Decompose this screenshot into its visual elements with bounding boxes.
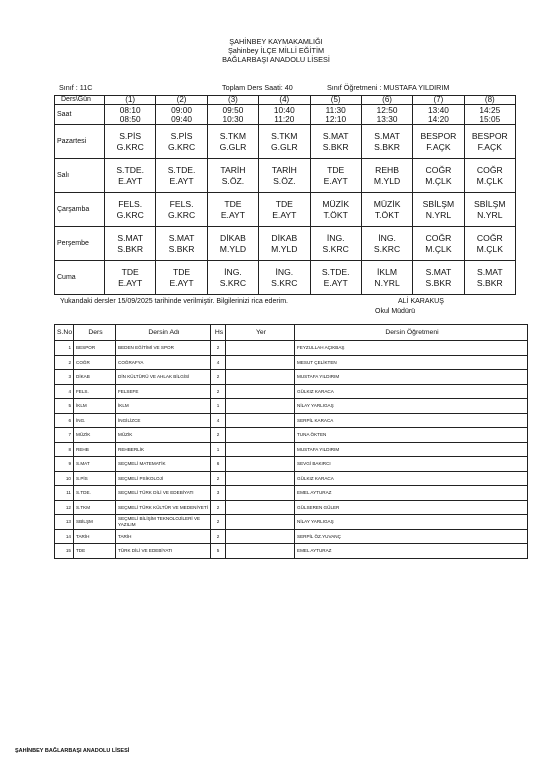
teacher-code: M.ÇLK xyxy=(476,175,503,186)
lesson-cell xyxy=(413,159,464,193)
course-room xyxy=(226,341,295,356)
course-hours: 2 xyxy=(211,370,226,385)
course-name: FELSEFE xyxy=(116,384,211,399)
col-header-ders: Ders xyxy=(74,325,116,341)
course-teacher: GÜLSEREN GÜLER xyxy=(295,500,528,515)
course-row xyxy=(55,370,528,385)
lesson-code: S.MAT xyxy=(117,233,143,243)
lesson-cell xyxy=(207,125,258,159)
course-no: 15 xyxy=(55,544,74,559)
course-no: 1 xyxy=(55,341,74,356)
day-label: Çarşamba xyxy=(55,193,105,227)
teacher-code: G.KRC xyxy=(167,141,196,152)
course-code: SBİLŞM xyxy=(74,515,116,530)
course-row xyxy=(55,500,528,515)
course-no: 5 xyxy=(55,399,74,414)
course-teacher: SERPİL KARACA xyxy=(295,413,528,428)
course-row xyxy=(55,471,528,486)
period-end: 13:30 xyxy=(376,113,398,124)
teacher-code: N.YRL xyxy=(477,209,503,220)
col-header-adi: Dersin Adı xyxy=(116,325,211,341)
col-header-no: S.No xyxy=(55,325,74,341)
signer-name: ALİ KARAKUŞ xyxy=(398,298,444,305)
course-room xyxy=(226,428,295,443)
period-end: 09:40 xyxy=(171,113,192,124)
lesson-cell xyxy=(310,261,361,295)
course-name: MÜZİK xyxy=(116,428,211,443)
course-code: MÜZİK xyxy=(74,428,116,443)
col-header-teacher: Dersin Öğretmeni xyxy=(295,325,528,341)
course-hours: 2 xyxy=(211,341,226,356)
lesson-cell xyxy=(259,193,310,227)
course-row xyxy=(55,341,528,356)
lesson-code: S.MAT xyxy=(425,267,452,277)
teacher-code: M.YLD xyxy=(373,175,401,186)
day-label: Cuma xyxy=(55,261,105,295)
course-room xyxy=(226,384,295,399)
teacher-code: S.KRC xyxy=(322,243,349,254)
course-room xyxy=(226,442,295,457)
course-no: 3 xyxy=(55,370,74,385)
course-name: TARİH xyxy=(116,529,211,544)
teacher-code: E.AYT xyxy=(323,277,348,288)
weekly-schedule-table xyxy=(54,95,516,295)
teacher-code: S.KRC xyxy=(271,277,298,288)
lesson-code: S.TDE. xyxy=(116,165,145,175)
course-room xyxy=(226,413,295,428)
teacher-code: E.AYT xyxy=(118,175,143,186)
period-end: 08:50 xyxy=(119,113,141,124)
course-code: S.TKM xyxy=(74,500,116,515)
lesson-cell xyxy=(105,193,156,227)
lesson-cell xyxy=(413,227,464,261)
day-row xyxy=(55,193,516,227)
course-teacher: GÜLKIZ KARACA xyxy=(295,471,528,486)
lesson-code: MÜZİK xyxy=(373,199,401,209)
course-hours: 6 xyxy=(211,457,226,472)
course-hours: 1 xyxy=(211,399,226,414)
period-start: 09:00 xyxy=(171,104,192,115)
teacher-code: E.AYT xyxy=(272,209,297,220)
course-hours: 2 xyxy=(211,471,226,486)
lesson-code: S.TDE. xyxy=(321,267,350,277)
lesson-code: COĞR xyxy=(425,233,452,243)
lesson-code: S.TKM xyxy=(219,131,247,141)
course-teacher: MUSTAFA YILDIRIM xyxy=(295,370,528,385)
lesson-code: S.MAT xyxy=(322,131,349,141)
teacher-code: G.GLR xyxy=(270,141,298,152)
lesson-code: TDE xyxy=(224,199,242,209)
lesson-cell xyxy=(464,193,515,227)
course-teacher: SERPİL ÖZ.YUVANÇ xyxy=(295,529,528,544)
period-number: (6) xyxy=(361,96,412,105)
period-start: 08:10 xyxy=(119,104,141,115)
class-teacher: Sınıf Öğretmeni : MUSTAFA YILDIRIM xyxy=(327,83,450,92)
course-row xyxy=(55,413,528,428)
teacher-code: E.AYT xyxy=(169,277,194,288)
course-room xyxy=(226,515,295,530)
course-name: İKLM xyxy=(116,399,211,414)
course-no: 6 xyxy=(55,413,74,428)
course-no: 7 xyxy=(55,428,74,443)
course-teacher: SEVGİ BAKIRCI xyxy=(295,457,528,472)
period-end: 11:20 xyxy=(274,113,295,124)
teacher-code: E.AYT xyxy=(220,209,246,220)
course-name: BEDEN EĞİTİMİ VE SPOR xyxy=(116,341,211,356)
lesson-cell xyxy=(310,125,361,159)
course-row xyxy=(55,529,528,544)
lesson-cell xyxy=(259,261,310,295)
day-label: Perşembe xyxy=(55,227,105,261)
course-code: İNG. xyxy=(74,413,116,428)
period-number: (3) xyxy=(207,96,258,105)
lesson-cell xyxy=(361,159,412,193)
course-no: 8 xyxy=(55,442,74,457)
course-teacher: EMEL AYTURAZ xyxy=(295,544,528,559)
course-code: FELS. xyxy=(74,384,116,399)
lesson-code: S.MAT xyxy=(374,131,400,141)
lesson-cell xyxy=(413,125,464,159)
course-teacher: NİLAY YARLIGAŞ xyxy=(295,399,528,414)
period-number: (5) xyxy=(310,96,361,105)
period-time xyxy=(207,105,258,125)
course-room xyxy=(226,544,295,559)
period-start: 13:40 xyxy=(428,104,449,115)
course-room xyxy=(226,355,295,370)
period-start: 10:40 xyxy=(273,104,295,115)
course-teacher: TUNA ÖKTEN xyxy=(295,428,528,443)
course-room xyxy=(226,500,295,515)
lesson-code: İNG. xyxy=(275,267,294,277)
lesson-cell xyxy=(464,261,515,295)
course-no: 9 xyxy=(55,457,74,472)
lesson-cell xyxy=(207,159,258,193)
teacher-code: S.BKR xyxy=(322,141,349,152)
teacher-code: G.KRC xyxy=(167,209,196,220)
day-label: Pazartesi xyxy=(55,125,105,159)
course-row xyxy=(55,428,528,443)
lesson-code: SBİLŞM xyxy=(474,199,506,209)
teacher-code: M.ÇLK xyxy=(476,243,503,254)
lesson-cell xyxy=(207,193,258,227)
course-teacher: MUSTAFA YILDIRIM xyxy=(295,442,528,457)
teacher-code: T.ÖKT xyxy=(374,209,400,220)
course-no: 2 xyxy=(55,355,74,370)
teacher-code: M.ÇLK xyxy=(425,175,452,186)
lesson-cell xyxy=(361,193,412,227)
lesson-cell xyxy=(105,261,156,295)
lesson-code: FELS. xyxy=(169,199,194,209)
teacher-code: N.YRL xyxy=(374,277,400,288)
teacher-code: E.AYT xyxy=(323,175,348,186)
day-row xyxy=(55,125,516,159)
lesson-code: İNG. xyxy=(378,233,396,243)
period-end: 14:20 xyxy=(428,113,449,124)
course-name: SEÇMELİ TÜRK DİLİ VE EDEBİYATI xyxy=(116,486,211,501)
lesson-cell xyxy=(361,227,412,261)
lesson-code: S.PİS xyxy=(170,131,193,141)
lesson-cell xyxy=(310,159,361,193)
header-line-3: BAĞLARBAŞI ANADOLU LİSESİ xyxy=(222,55,330,64)
lesson-cell xyxy=(259,227,310,261)
teacher-code: M.YLD xyxy=(271,243,298,254)
period-number: (8) xyxy=(464,96,515,105)
lesson-cell xyxy=(207,261,258,295)
teacher-code: G.KRC xyxy=(116,209,144,220)
period-number: (1) xyxy=(105,96,156,105)
lesson-cell xyxy=(156,159,207,193)
course-name: REHBERLİK xyxy=(116,442,211,457)
period-time xyxy=(361,105,412,125)
lesson-code: TARİH xyxy=(271,165,297,175)
course-teacher: GÜLKIZ KARACA xyxy=(295,384,528,399)
lesson-code: S.MAT xyxy=(168,233,195,243)
teacher-code: F.AÇK xyxy=(426,141,451,152)
course-no: 14 xyxy=(55,529,74,544)
lesson-code: COĞR xyxy=(425,165,452,175)
course-list-header xyxy=(55,325,528,341)
lesson-cell xyxy=(413,261,464,295)
course-room xyxy=(226,399,295,414)
teacher-code: N.YRL xyxy=(425,209,452,220)
course-row xyxy=(55,399,528,414)
course-row xyxy=(55,515,528,530)
course-row xyxy=(55,486,528,501)
course-room xyxy=(226,471,295,486)
course-teacher: NİLAY YARLIGAŞ xyxy=(295,515,528,530)
course-code: İKLM xyxy=(74,399,116,414)
teacher-code: S.BKR xyxy=(117,243,144,254)
period-time xyxy=(413,105,464,125)
course-teacher: FEYZULLAH AÇIKBAŞ xyxy=(295,341,528,356)
teacher-code: S.ÖZ. xyxy=(273,175,296,186)
course-row xyxy=(55,384,528,399)
teacher-code: E.AYT xyxy=(118,277,143,288)
course-room xyxy=(226,370,295,385)
period-time xyxy=(259,105,310,125)
lesson-cell xyxy=(156,261,207,295)
teacher-code: E.AYT xyxy=(169,175,194,186)
teacher-code: M.YLD xyxy=(219,243,247,254)
teacher-code: S.KRC xyxy=(219,277,247,288)
course-name: İNGİLİZCE xyxy=(116,413,211,428)
period-time xyxy=(156,105,207,125)
lesson-code: S.PİS xyxy=(119,131,142,141)
teacher-code: S.KRC xyxy=(373,243,401,254)
lesson-code: COĞR xyxy=(476,165,503,175)
lesson-code: DİKAB xyxy=(271,233,298,243)
period-time xyxy=(464,105,515,125)
course-hours: 3 xyxy=(211,486,226,501)
course-no: 4 xyxy=(55,384,74,399)
lesson-code: SBİLŞM xyxy=(422,199,455,209)
lesson-cell xyxy=(207,227,258,261)
day-label: Salı xyxy=(55,159,105,193)
lesson-code: DİKAB xyxy=(220,233,246,243)
lesson-cell xyxy=(310,193,361,227)
lesson-cell xyxy=(156,227,207,261)
teacher-code: S.ÖZ. xyxy=(221,175,245,186)
class-info: Sınıf : 11C xyxy=(59,83,93,92)
lesson-code: İNG. xyxy=(224,267,242,277)
lesson-code: BESPOR xyxy=(471,131,508,141)
course-name: COĞRAFYA xyxy=(116,355,211,370)
course-code: TARİH xyxy=(74,529,116,544)
course-name: SEÇMELİ MATEMATİK xyxy=(116,457,211,472)
course-code: COĞR xyxy=(74,355,116,370)
course-no: 11 xyxy=(55,486,74,501)
lesson-code: COĞR xyxy=(476,233,503,243)
course-code: TDE xyxy=(74,544,116,559)
period-start: 14:25 xyxy=(479,104,501,115)
bottom-school-label: ŞAHİNBEY BAĞLARBAŞI ANADOLU LİSESİ xyxy=(15,748,130,754)
course-row xyxy=(55,544,528,559)
course-teacher: EMEL AYTURAZ xyxy=(295,486,528,501)
lesson-code: REHB xyxy=(375,165,399,175)
header-line-1: ŞAHİNBEY KAYMAKAMLIĞI xyxy=(229,37,323,46)
period-start: 12:50 xyxy=(376,104,398,115)
course-no: 12 xyxy=(55,500,74,515)
period-number: (2) xyxy=(156,96,207,105)
course-hours: 2 xyxy=(211,500,226,515)
lesson-cell xyxy=(105,227,156,261)
course-hours: 4 xyxy=(211,413,226,428)
teacher-code: G.KRC xyxy=(116,141,144,152)
lesson-code: TDE xyxy=(172,267,191,277)
period-number: (4) xyxy=(259,96,310,105)
course-code: REHB xyxy=(74,442,116,457)
lesson-cell xyxy=(105,125,156,159)
teacher-code: S.BKR xyxy=(425,277,452,288)
lesson-cell xyxy=(361,125,412,159)
lesson-code: İNG. xyxy=(326,233,345,243)
signer-role: Okul Müdürü xyxy=(375,308,416,315)
teacher-code: S.BKR xyxy=(476,277,503,288)
course-hours: 2 xyxy=(211,515,226,530)
course-code: S.TDE. xyxy=(74,486,116,501)
course-hours: 2 xyxy=(211,529,226,544)
lesson-cell xyxy=(310,227,361,261)
lesson-code: FELS. xyxy=(118,199,143,209)
lesson-cell xyxy=(259,125,310,159)
period-start: 11:30 xyxy=(325,104,346,115)
course-row xyxy=(55,355,528,370)
course-name: DİN KÜLTÜRÜ VE AHLAK BİLGİSİ xyxy=(116,370,211,385)
day-row xyxy=(55,261,516,295)
period-end: 15:05 xyxy=(479,113,501,124)
day-row xyxy=(55,159,516,193)
teacher-code: T.ÖKT xyxy=(323,209,348,220)
time-row xyxy=(55,105,516,125)
period-number: (7) xyxy=(413,96,464,105)
teacher-code: S.BKR xyxy=(374,141,400,152)
course-row xyxy=(55,457,528,472)
lesson-code: TARİH xyxy=(220,165,246,175)
lesson-code: S.MAT xyxy=(477,267,503,277)
course-code: DİKAB xyxy=(74,370,116,385)
course-name: SEÇMELİ BİLİŞİM TEKNOLOJİLERİ VE YAZILIM xyxy=(116,515,211,530)
course-no: 13 xyxy=(55,515,74,530)
lesson-code: S.TDE. xyxy=(167,165,196,175)
lesson-cell xyxy=(105,159,156,193)
period-time xyxy=(310,105,361,125)
footer-note: Yukandaki dersler 15/09/2025 tarihinde verilmiştir. Bilgilerinizi rica ederim. xyxy=(60,298,288,305)
lesson-code: TDE xyxy=(327,165,345,175)
course-hours: 1 xyxy=(211,442,226,457)
col-header-hs: Hs xyxy=(211,325,226,341)
period-end: 10:30 xyxy=(222,113,244,124)
lesson-code: S.TKM xyxy=(271,131,298,141)
lesson-cell xyxy=(259,159,310,193)
course-name: SEÇMELİ TÜRK KÜLTÜR VE MEDENİYETİ xyxy=(116,500,211,515)
course-list-table xyxy=(54,324,528,559)
course-hours: 4 xyxy=(211,355,226,370)
course-name: SEÇMELİ PSİKOLOJİ xyxy=(116,471,211,486)
col-header-yer: Yer xyxy=(226,325,295,341)
lesson-cell xyxy=(464,227,515,261)
course-room xyxy=(226,457,295,472)
teacher-code: G.GLR xyxy=(219,141,247,152)
teacher-code: S.BKR xyxy=(168,243,195,254)
course-room xyxy=(226,486,295,501)
course-code: S.PİS xyxy=(74,471,116,486)
period-time xyxy=(105,105,156,125)
course-teacher: MESUT ÇELİKTEN xyxy=(295,355,528,370)
corner-label: Ders\Gün xyxy=(55,96,105,105)
course-hours: 2 xyxy=(211,384,226,399)
course-code: BESPOR xyxy=(74,341,116,356)
lesson-code: TDE xyxy=(275,199,293,209)
period-end: 12:10 xyxy=(325,113,347,124)
period-start: 09:50 xyxy=(222,104,244,115)
teacher-code: F.AÇK xyxy=(477,141,502,152)
lesson-code: İKLM xyxy=(377,267,398,277)
course-room xyxy=(226,529,295,544)
course-name: TÜRK DİLİ VE EDEBİYATI xyxy=(116,544,211,559)
course-hours: 5 xyxy=(211,544,226,559)
course-row xyxy=(55,442,528,457)
lesson-cell xyxy=(464,159,515,193)
header-line-2: Şahinbey İLÇE MİLLİ EĞİTİM xyxy=(227,46,325,55)
day-row xyxy=(55,227,516,261)
period-number-row xyxy=(55,96,516,105)
lesson-code: BESPOR xyxy=(420,131,457,141)
teacher-code: M.ÇLK xyxy=(425,243,452,254)
lesson-code: MÜZİK xyxy=(322,199,350,209)
total-hours: Toplam Ders Saati: 40 xyxy=(222,83,293,92)
course-code: S.MAT xyxy=(74,457,116,472)
lesson-cell xyxy=(464,125,515,159)
lesson-code: TDE xyxy=(121,267,139,277)
lesson-cell xyxy=(413,193,464,227)
lesson-cell xyxy=(156,125,207,159)
lesson-cell xyxy=(361,261,412,295)
course-no: 10 xyxy=(55,471,74,486)
lesson-cell xyxy=(156,193,207,227)
saat-label: Saat xyxy=(55,105,105,125)
course-hours: 2 xyxy=(211,428,226,443)
